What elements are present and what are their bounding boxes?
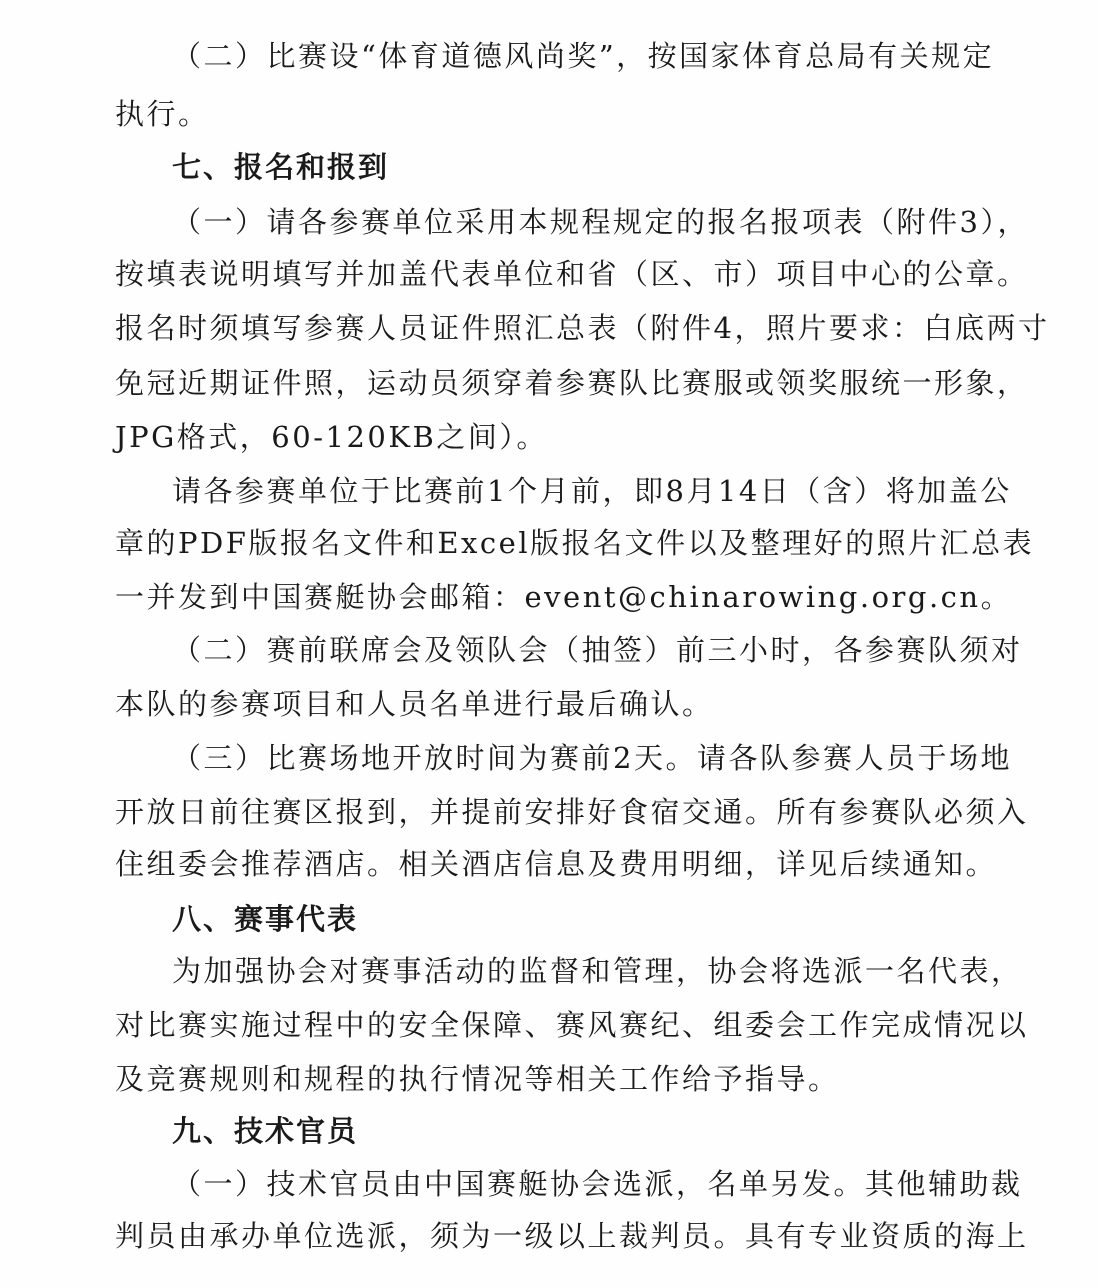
paragraph-line: 请各参赛单位于比赛前1个月前，即8月14日（含）将加盖公 <box>172 474 1012 508</box>
paragraph-line: 开放日前往赛区报到，并提前安排好食宿交通。所有参赛队必须入 <box>115 795 1029 829</box>
paragraph-line: 对比赛实施过程中的安全保障、赛风赛纪、组委会工作完成情况以 <box>115 1008 1029 1042</box>
paragraph-line: （三）比赛场地开放时间为赛前2天。请各队参赛人员于场地 <box>172 741 1012 775</box>
section-heading-event-representative: 八、赛事代表 <box>172 902 359 936</box>
paragraph-line: 执行。 <box>115 97 210 131</box>
paragraph-line: 判员由承办单位选派，须为一级以上裁判员。具有专业资质的海上 <box>115 1219 1029 1253</box>
paragraph-line: （二）比赛设“体育道德风尚奖”，按国家体育总局有关规定 <box>172 39 995 73</box>
paragraph-line: 报名时须填写参赛人员证件照汇总表（附件4，照片要求：白底两寸 <box>115 311 1050 345</box>
paragraph-line: 及竞赛规则和规程的执行情况等相关工作给予指导。 <box>115 1062 840 1096</box>
paragraph-line: 章的PDF版报名文件和Excel版报名文件以及整理好的照片汇总表 <box>115 526 1035 560</box>
paragraph-line: 按填表说明填写并加盖代表单位和省（区、市）项目中心的公章。 <box>115 257 1029 291</box>
paragraph-line: 为加强协会对赛事活动的监督和管理，协会将选派一名代表， <box>172 954 1023 988</box>
section-heading-technical-officials: 九、技术官员 <box>172 1114 359 1148</box>
paragraph-line: （一）请各参赛单位采用本规程规定的报名报项表（附件3）， <box>172 205 1029 239</box>
paragraph-line: 住组委会推荐酒店。相关酒店信息及费用明细，详见后续通知。 <box>115 847 998 881</box>
section-heading-registration: 七、报名和报到 <box>172 150 390 184</box>
paragraph-line: （一）技术官员由中国赛艇协会选派，名单另发。其他辅助裁 <box>172 1167 1023 1201</box>
paragraph-line: JPG格式，60-120KB之间）。 <box>115 420 548 454</box>
paragraph-line: 本队的参赛项目和人员名单进行最后确认。 <box>115 687 714 721</box>
paragraph-line: 一并发到中国赛艇协会邮箱：event@chinarowing.org.cn。 <box>115 580 1013 614</box>
paragraph-line: （二）赛前联席会及领队会（抽签）前三小时，各参赛队须对 <box>172 633 1023 667</box>
paragraph-line: 免冠近期证件照，运动员须穿着参赛队比赛服或领奖服统一形象， <box>115 366 1029 400</box>
